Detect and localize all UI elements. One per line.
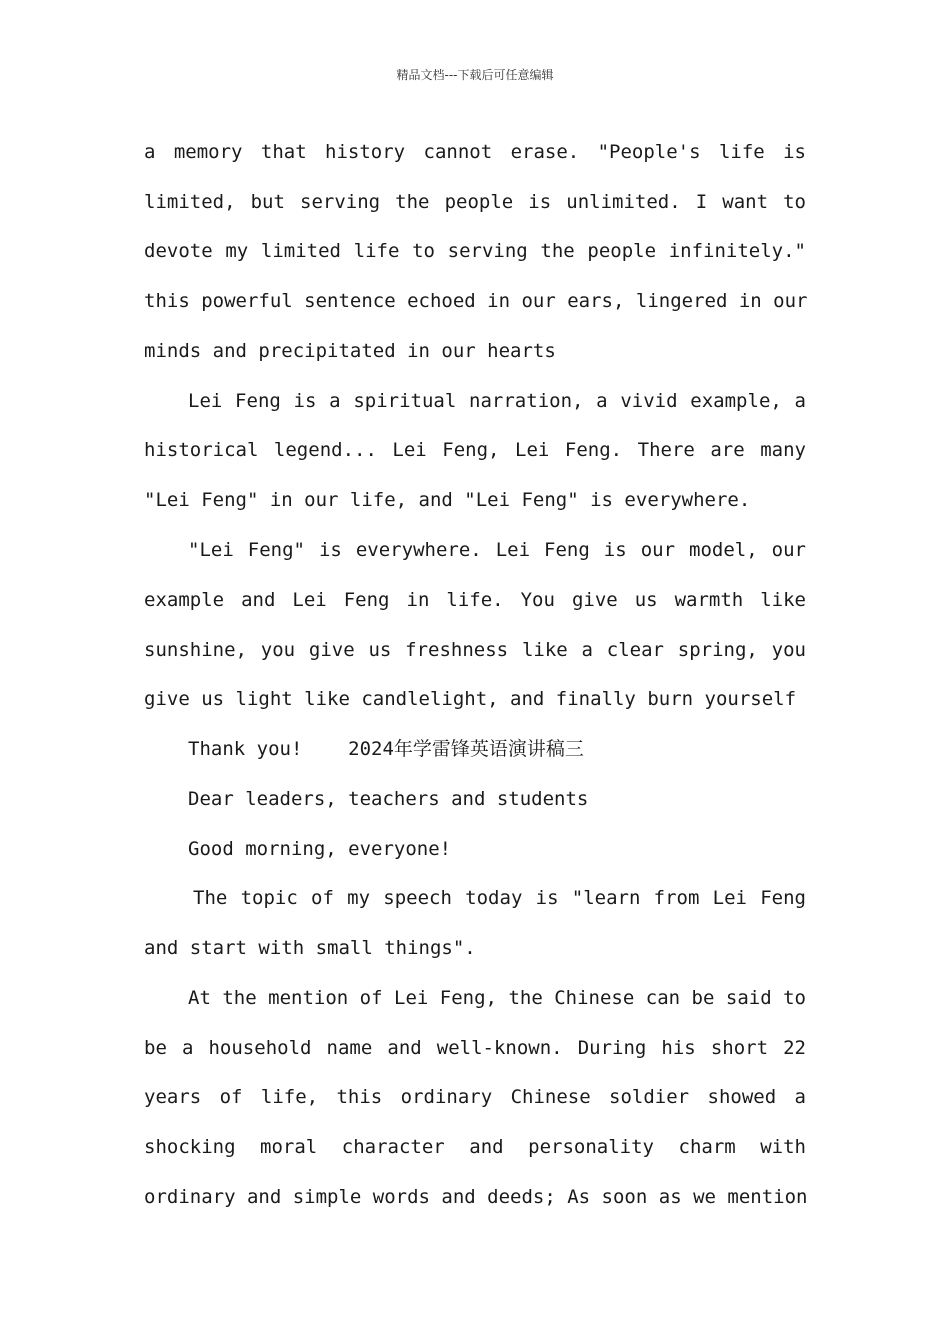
text-line: be a household name and well-known. During his short 22 (144, 1037, 806, 1059)
text-line: Lei Feng is a spiritual narration, a vivid example, a (188, 390, 806, 412)
text-line: years of life, this ordinary Chinese soldier showed a (144, 1086, 806, 1108)
text-line: give us light like candlelight, and finally burn yourself (144, 688, 797, 710)
text-line: devote my limited life to serving the people infinitely." (144, 240, 806, 262)
page-header: 精品文档---下载后可任意编辑 (396, 68, 554, 82)
text-line: and start with small things". (144, 937, 476, 959)
text-line: minds and precipitated in our hearts (144, 340, 556, 362)
text-line: Good morning, everyone! (188, 838, 452, 860)
text-line: ordinary and simple words and deeds; As soon as we mention (144, 1186, 808, 1208)
text-line: sunshine, you give us freshness like a clear spring, you (144, 639, 806, 661)
text-line: limited, but serving the people is unlimited. I want to (144, 191, 806, 213)
text-line: this powerful sentence echoed in our ears, lingered in our (144, 290, 808, 312)
text-line: example and Lei Feng in life. You give us warmth like (144, 589, 806, 611)
text-line: historical legend... Lei Feng, Lei Feng. There are many (144, 439, 806, 461)
text-line: The topic of my speech today is "learn from Lei Feng (193, 887, 806, 909)
text-line: "Lei Feng" is everywhere. Lei Feng is our model, our (188, 539, 806, 561)
text-line: Thank you! 2024年学雷锋英语演讲稿三 (188, 738, 584, 760)
text-line: shocking moral character and personality charm with (144, 1136, 806, 1158)
text-line: a memory that history cannot erase. "People's life is (144, 141, 806, 163)
text-line: "Lei Feng" in our life, and "Lei Feng" is everywhere. (144, 489, 751, 511)
text-line: At the mention of Lei Feng, the Chinese can be said to (188, 987, 806, 1009)
text-line: Dear leaders, teachers and students (188, 788, 589, 810)
